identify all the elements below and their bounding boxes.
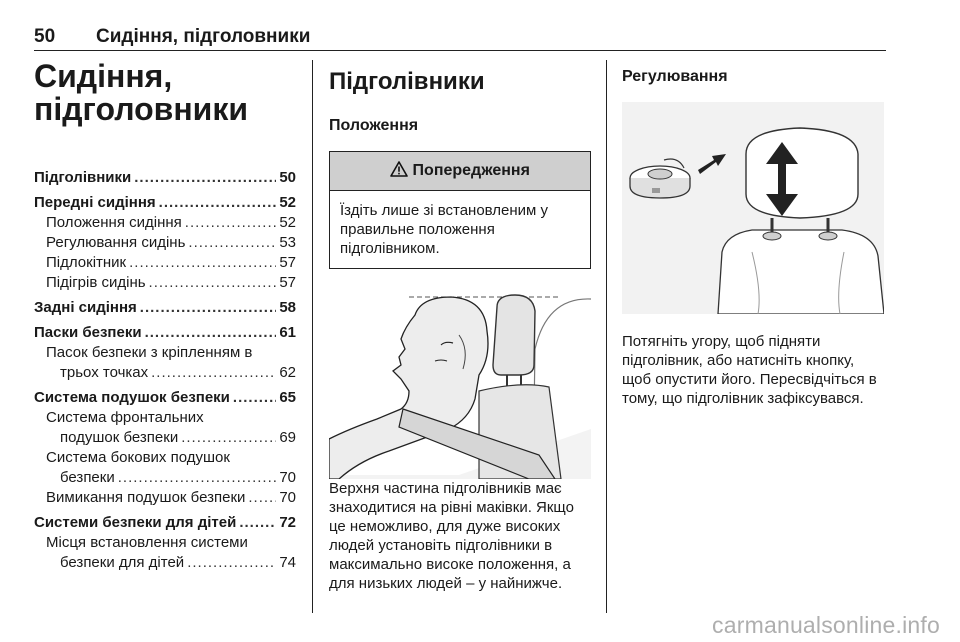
toc-page-number: 57 xyxy=(279,254,296,271)
toc-entry[interactable] xyxy=(34,488,296,508)
toc-entry[interactable] xyxy=(34,213,296,233)
toc-entry-label: Регулювання сидінь xyxy=(46,234,186,251)
warning-box xyxy=(329,151,591,269)
head-position-illustration xyxy=(329,279,591,479)
column-divider xyxy=(312,60,313,613)
toc-page-number: 72 xyxy=(279,514,296,531)
toc-entry[interactable] xyxy=(34,193,296,213)
toc-page-number: 69 xyxy=(279,429,296,446)
toc-leader-dots xyxy=(188,233,276,253)
toc-page-number: 62 xyxy=(279,364,296,381)
toc-entry-label: Передні сидіння xyxy=(34,194,156,211)
toc-entry[interactable] xyxy=(34,553,296,573)
section-title: Підголівники xyxy=(329,68,485,95)
adjustment-paragraph: Потягніть угору, щоб підняти підголівник, або натисніть кнопку, щоб опустити його. Пересвідчіться в тому, що підголівник зафіксувався. xyxy=(622,333,877,407)
running-title: Сидіння, підголовники xyxy=(96,26,311,47)
toc-entry[interactable] xyxy=(34,468,296,488)
middle-column xyxy=(329,60,591,593)
toc-leader-dots xyxy=(118,468,277,488)
page-header xyxy=(34,26,310,48)
toc-entry-label: Задні сидіння xyxy=(34,299,137,316)
toc-entry[interactable] xyxy=(34,298,296,318)
toc-page-number: 65 xyxy=(279,389,296,406)
right-column xyxy=(622,60,886,408)
toc-entry[interactable] xyxy=(34,323,296,343)
headrest-adjustment-illustration xyxy=(622,102,884,314)
chapter-title: Сидіння, підголовники xyxy=(34,58,248,127)
toc-entry-label: Системи безпеки для дітей xyxy=(34,514,237,531)
subsection-title: Положення xyxy=(329,117,419,134)
toc-leader-dots xyxy=(134,168,276,188)
toc-page-number: 70 xyxy=(279,469,296,486)
toc-entry[interactable] xyxy=(34,273,296,293)
toc-leader-dots xyxy=(233,388,276,408)
toc-entry-label: Положення сидіння xyxy=(46,214,182,231)
toc-entry-label: Підігрів сидінь xyxy=(46,274,146,291)
left-column xyxy=(34,60,296,573)
toc-leader-dots xyxy=(151,363,276,383)
toc-entry[interactable] xyxy=(34,388,296,408)
toc-page-number: 53 xyxy=(279,234,296,251)
warning-header xyxy=(330,152,590,191)
table-of-contents xyxy=(34,168,296,573)
toc-entry-label: безпеки для дітей xyxy=(60,554,185,571)
toc-entry-label: безпеки xyxy=(60,469,115,486)
toc-entry-label: Вимикання подушок безпеки xyxy=(46,489,246,506)
toc-page-number: 61 xyxy=(279,324,296,341)
toc-entry-label: Пасок безпеки з кріпленням в xyxy=(46,344,253,361)
warning-title: Попередження xyxy=(412,162,530,179)
toc-leader-dots xyxy=(187,553,276,573)
toc-leader-dots xyxy=(140,298,277,318)
toc-entry-label: Система подушок безпеки xyxy=(34,389,230,406)
toc-entry[interactable] xyxy=(34,363,296,383)
toc-leader-dots xyxy=(181,428,276,448)
toc-leader-dots xyxy=(159,193,277,213)
watermark: carmanualsonline.info xyxy=(712,612,940,638)
toc-entry[interactable] xyxy=(34,233,296,253)
warning-text: Їздіть лише зі встановленим у правильне положення підголівником. xyxy=(340,202,549,257)
toc-entry[interactable] xyxy=(34,428,296,448)
toc-page-number: 70 xyxy=(279,489,296,506)
toc-entry-label: Підлокітник xyxy=(46,254,127,271)
toc-leader-dots xyxy=(145,323,277,343)
toc-entry-label: Система фронтальних xyxy=(46,409,204,426)
subsection-title: Регулювання xyxy=(622,68,728,85)
toc-entry[interactable] xyxy=(34,253,296,273)
toc-entry-label: Місця встановлення системи xyxy=(46,534,248,551)
toc-leader-dots xyxy=(149,273,277,293)
toc-entry-label: подушок безпеки xyxy=(60,429,179,446)
toc-page-number: 57 xyxy=(279,274,296,291)
position-paragraph: Верхня частина підголівників має знаходитися на рівні маківки. Якщо це неможливо, для дуже високих людей установіть підголівники в максимально високе положення, а для низьких людей – у найнижче. xyxy=(329,480,574,592)
toc-page-number: 74 xyxy=(279,554,296,571)
toc-page-number: 52 xyxy=(279,194,296,211)
toc-leader-dots xyxy=(185,213,277,233)
page-number: 50 xyxy=(34,26,56,47)
header-rule xyxy=(34,50,886,51)
toc-entry-label: Підголівники xyxy=(34,169,132,186)
toc-leader-dots xyxy=(239,513,276,533)
toc-entry[interactable] xyxy=(34,513,296,533)
column-divider xyxy=(606,60,607,613)
toc-leader-dots xyxy=(248,488,276,508)
toc-entry[interactable] xyxy=(34,168,296,188)
toc-leader-dots xyxy=(129,253,276,273)
toc-entry-label: трьох точках xyxy=(60,364,149,381)
toc-page-number: 50 xyxy=(279,169,296,186)
warning-triangle-icon xyxy=(390,161,408,177)
toc-entry-label: Система бокових подушок xyxy=(46,449,230,466)
toc-page-number: 52 xyxy=(279,214,296,231)
toc-page-number: 58 xyxy=(279,299,296,316)
toc-entry-label: Паски безпеки xyxy=(34,324,142,341)
